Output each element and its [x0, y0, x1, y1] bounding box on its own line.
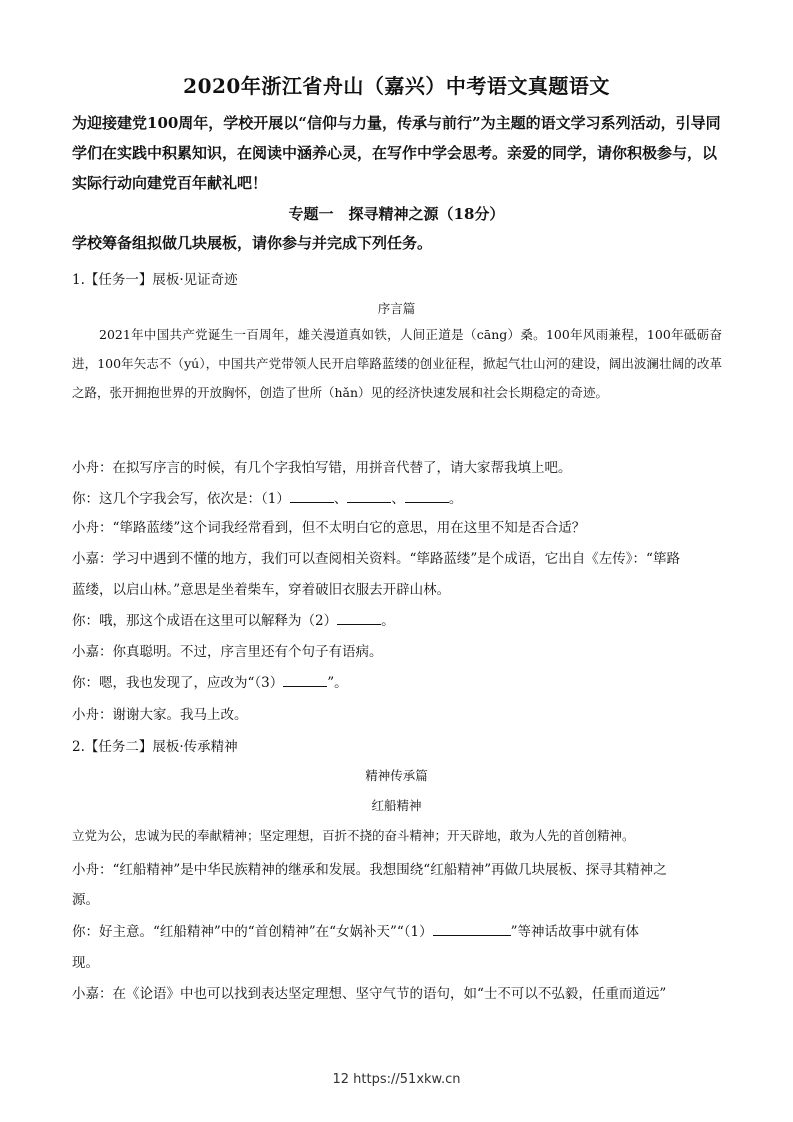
task1-dialogue-3: 小舟：“筚路蓝缕”这个词我经常看到，但不太明白它的意思，用在这里不知是否合适？	[72, 520, 586, 536]
task1-paragraph: 2021年中国共产党诞生一百周年，雄关漫道真如铁，人间正道是（cāng）桑。100年风雨兼程，100年砥砺奋进，100年矢志不（yú），中国共产党带领人民开启筚路蓝缕的创业征程，掀起气壮山河的建设，阔出波澜壮阔的改革之路，张开拥抱世界的开放胸怀，创造了世所（hǎn）见的经济快速发展和社会长期稳定的奇迹。	[72, 327, 722, 400]
dialogue-text-end: 。	[448, 491, 463, 507]
answer-blank-correction[interactable]	[283, 674, 327, 687]
dialogue-text: 你：好主意。“红船精神”中的“首创精神”在“女娲补天”“（1）	[72, 924, 433, 940]
task1-heading: 1.【任务一】展板·见证奇迹	[72, 272, 238, 288]
task1-dialogue-2	[72, 487, 722, 507]
task1-dialogue-6: 小嘉：你真聪明。不过，序言里还有个句子有语病。	[72, 644, 383, 660]
task2-heading: 2.【任务二】展板·传承精神	[72, 739, 238, 755]
task2-subtitle-red-boat: 红船精神	[371, 798, 422, 813]
page-footer: 12 https://51xkw.cn	[332, 1072, 461, 1087]
task1-dialogue-8: 小舟：谢谢大家。我马上改。	[72, 707, 248, 723]
dialogue-text-end: ”等神话故事中就有体	[510, 924, 640, 940]
task1-dialogue-7	[72, 671, 722, 691]
task1-dialogue-5	[72, 609, 722, 629]
section-title: 专题一 探寻精神之源（18分）	[288, 205, 505, 223]
task2-subtitle: 精神传承篇	[365, 768, 428, 783]
task2-dialogue-2b: 现。	[72, 955, 99, 971]
answer-blank-1[interactable]	[290, 490, 334, 503]
task2-dialogue-2	[72, 920, 722, 940]
answer-blank-2[interactable]	[347, 490, 391, 503]
separator: 、	[391, 491, 405, 507]
dialogue-text: 你：这几个字我会写，依次是：（1）	[72, 491, 290, 507]
task1-dialogue-1: 小舟：在拟写序言的时候，有几个字我怕写错，用拼音代替了，请大家帮我填上吧。	[72, 460, 572, 476]
dialogue-text: 你：哦，那这个成语在这里可以解释为（2）	[72, 613, 338, 629]
task2-dialogue-1a: 小舟：“红船精神”是中华民族精神的继承和发展。我想围绕“红船精神”再做几块展板、探寻其精神之	[72, 862, 667, 878]
answer-blank-3[interactable]	[405, 490, 449, 503]
answer-blank-myth[interactable]	[433, 923, 511, 936]
task2-dialogue-3: 小嘉：在《论语》中也可以找到表达坚定理想、坚守气节的语句，如“士不可以不弘毅，任重而道远”	[72, 986, 667, 1002]
task1-dialogue-4a: 小嘉：学习中遇到不懂的地方，我们可以查阅相关资料。“筚路蓝缕”是个成语，它出自《左传》：“筚路	[72, 551, 680, 567]
page-title: 2020年浙江省舟山（嘉兴）中考语文真题语文	[183, 74, 610, 98]
dialogue-text-end: 。	[381, 613, 395, 629]
task2-dialogue-1b: 源。	[72, 892, 99, 908]
intro-paragraph: 为迎接建党100周年，学校开展以“信仰与力量，传承与前行”为主题的语文学习系列活动，引导同学们在实践中积累知识，在阅读中涵养心灵，在写作中学会思考。亲爱的同学，请你积极参与，以实际行动向建党百年献礼吧！	[72, 114, 721, 192]
task1-dialogue-4b: 蓝缕，以启山林。”意思是坐着柴车，穿着破旧衣服去开辟山林。	[72, 582, 451, 598]
separator: 、	[333, 491, 348, 507]
task1-subtitle: 序言篇	[377, 301, 416, 316]
answer-blank-meaning[interactable]	[337, 612, 381, 625]
section-intro: 学校筹备组拟做几块展板，请你参与并完成下列任务。	[72, 234, 433, 252]
dialogue-text: 你：嗯，我也发现了，应改为“（3）	[72, 675, 284, 691]
dialogue-text-end: ”。	[327, 675, 348, 691]
task2-paragraph: 立党为公，忠诚为民的奉献精神；坚定理想，百折不挠的奋斗精神；开天辟地，敢为人先的首创精神。	[72, 828, 635, 843]
